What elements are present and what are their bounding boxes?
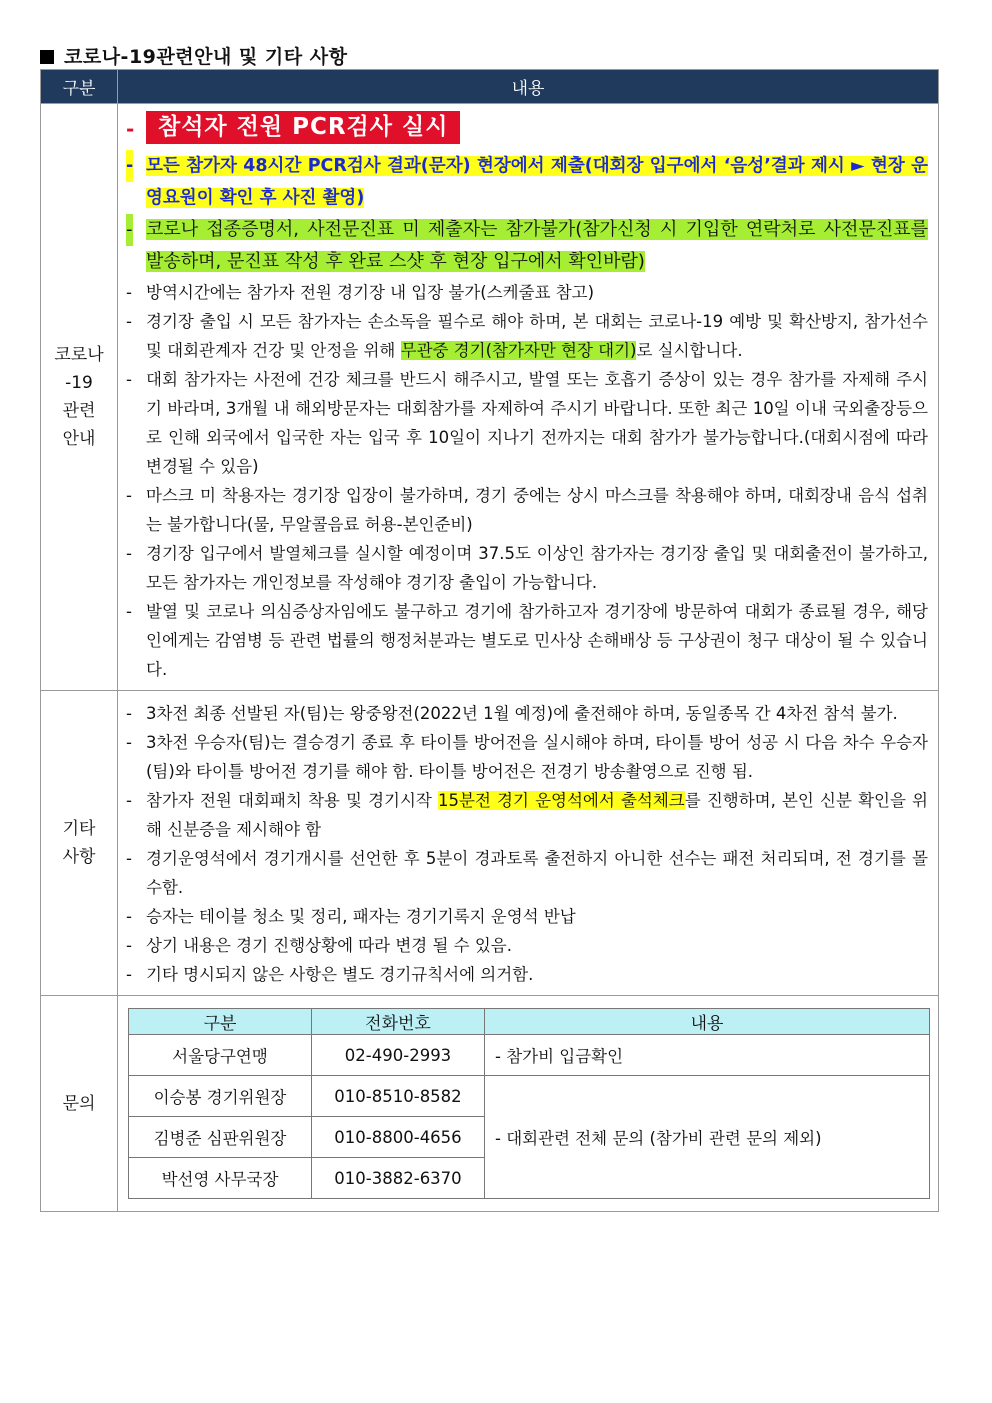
item-text: 마스크 미 착용자는 경기장 입장이 불가하며, 경기 중에는 상시 마스크를 착용해야 하며, 대회장내 음식 섭취는 불가합니다(물, 무알콜음료 허용-본인준비) — [146, 486, 928, 534]
pcr-headline: 참석자 전원 PCR검사 실시 — [146, 111, 460, 144]
contact-desc: - 참가비 입금확인 — [485, 1035, 930, 1076]
corona-item — [126, 597, 928, 684]
contact-header-cell: 내용 — [485, 1009, 930, 1035]
green-notice-text: 코로나 접종증명서, 사전문진표 미 제출자는 참가불가(참가신청 시 기입한 연락처로 사전문진표를 발송하며, 문진표 작성 후 완료 스샷 후 현장 입구에서 확인바람) — [146, 219, 928, 272]
item-text: 경기운영석에서 경기개시를 선언한 후 5분이 경과토록 출전하지 아니한 선수는 패전 처리되며, 전 경기를 몰수함. — [146, 849, 928, 897]
dash-marker: - — [126, 907, 132, 926]
etc-item — [126, 786, 928, 844]
etc-item — [126, 844, 928, 902]
dash-marker: - — [126, 733, 132, 752]
corona-category — [41, 104, 118, 691]
square-bullet-icon — [40, 50, 54, 64]
header-content: 내용 — [118, 70, 939, 104]
dash-marker: - — [126, 791, 132, 810]
contact-table — [128, 1008, 930, 1199]
item-highlight: 15분전 경기 운영석에서 출석체크 — [438, 791, 685, 810]
item-text: 경기장 출입 시 모든 참가자는 손소독을 필수로 해야 하며, 본 대회는 코로나-19 예방 및 확산방지, 참가선수 및 대회관계자 건강 및 안정을 위해 — [146, 312, 928, 360]
dash-marker: - — [126, 544, 132, 563]
contact-phone: 010-8510-8582 — [312, 1076, 485, 1117]
item-text: 발열 및 코로나 의심증상자임에도 불구하고 경기에 참가하고자 경기장에 방문하여 대회가 종료될 경우, 해당인에게는 감염병 등 관련 법률의 행정처분과는 별도로 민사상 손해배상 등 구상권이 청구 대상이 될 수 있습니다. — [146, 602, 928, 679]
etc-item — [126, 902, 928, 931]
etc-item — [126, 699, 928, 728]
contact-table-row — [129, 1076, 930, 1117]
contact-name: 이승봉 경기위원장 — [129, 1076, 312, 1117]
contact-header-cell: 구분 — [129, 1009, 312, 1035]
table-header-row — [41, 70, 939, 104]
dash-marker: - — [126, 150, 133, 182]
contact-desc: - 대회관련 전체 문의 (참가비 관련 문의 제외) — [485, 1076, 930, 1199]
section-heading — [40, 42, 347, 69]
contact-phone: 010-8800-4656 — [312, 1117, 485, 1158]
item-text: 상기 내용은 경기 진행상황에 따라 변경 될 수 있음. — [146, 936, 512, 955]
corona-row — [41, 104, 939, 691]
item-highlight: 무관중 경기(참가자만 현장 대기) — [400, 341, 637, 360]
item-text: 3차전 최종 선발된 자(팀)는 왕중왕전(2022년 1월 예정)에 출전해야 하며, 동일종목 간 4차전 참석 불가. — [146, 704, 898, 723]
dash-marker: - — [126, 214, 133, 246]
etc-content — [118, 691, 939, 996]
contact-phone: 02-490-2993 — [312, 1035, 485, 1076]
etc-item — [126, 960, 928, 989]
contact-header-row — [129, 1009, 930, 1035]
corona-item — [126, 539, 928, 597]
item-text: 방역시간에는 참가자 전원 경기장 내 입장 불가(스케줄표 참고) — [146, 283, 595, 302]
contact-name: 김병준 심판위원장 — [129, 1117, 312, 1158]
dash-marker: - — [126, 965, 132, 984]
green-notice — [126, 214, 928, 278]
dash-marker: - — [126, 704, 132, 723]
corona-item — [126, 278, 928, 307]
contact-phone: 010-3882-6370 — [312, 1158, 485, 1199]
etc-item — [126, 728, 928, 786]
corona-item — [126, 365, 928, 481]
etc-item — [126, 931, 928, 960]
category-line: 안내 — [62, 429, 96, 449]
corona-item — [126, 481, 928, 539]
corona-content — [118, 104, 939, 691]
category-line: 관련 — [62, 401, 96, 421]
dash-marker: - — [126, 849, 132, 868]
blue-notice-text: 모든 참가자 48시간 PCR검사 결과(문자) 현장에서 제출(대회장 입구에서 ‘음성’결과 제시 ► 현장 운영요원이 확인 후 사진 촬영) — [146, 156, 928, 208]
dash-marker: - — [126, 117, 135, 141]
corona-item — [126, 307, 928, 365]
contact-row — [41, 996, 939, 1212]
blue-notice — [126, 150, 928, 214]
item-text: 참가자 전원 대회패치 착용 및 경기시작 — [146, 791, 439, 810]
dash-marker: - — [126, 602, 132, 621]
info-table — [40, 69, 939, 1212]
category-line: 사항 — [62, 847, 96, 867]
header-category: 구분 — [41, 70, 118, 104]
dash-marker: - — [126, 370, 132, 389]
item-text: 기타 명시되지 않은 사항은 별도 경기규칙서에 의거함. — [146, 965, 534, 984]
contact-content — [118, 996, 939, 1212]
headline-line — [126, 110, 928, 148]
category-line: 코로나 — [54, 345, 104, 365]
dash-marker: - — [126, 312, 132, 331]
dash-marker: - — [126, 486, 132, 505]
item-text: 를 진행하며, 본인 신분 확인을 위해 신분증을 제시해야 함 — [146, 791, 928, 839]
etc-row — [41, 691, 939, 996]
contact-name: 서울당구연맹 — [129, 1035, 312, 1076]
contact-name: 박선영 사무국장 — [129, 1158, 312, 1199]
dash-marker: - — [126, 283, 132, 302]
item-text: 대회 참가자는 사전에 건강 체크를 반드시 해주시고, 발열 또는 호흡기 증상이 있는 경우 참가를 자제해 주시기 바라며, 3개월 내 해외방문자는 대회참가를 자제하여 주시기 바랍니다. 또한 최근 10일 이내 국외출장등으로 인해 외국에서 입국한 자는 입국 후 10일이 지나기 전까지는 대회 참가가 불가능합니다.(대회시점에 따라 변경될 수 있음) — [146, 370, 928, 476]
contact-header-cell: 전화번호 — [312, 1009, 485, 1035]
category-line: -19 — [65, 373, 93, 393]
item-text: 로 실시합니다. — [636, 341, 743, 360]
etc-category — [41, 691, 118, 996]
category-line: 기타 — [62, 819, 96, 839]
item-text: 경기장 입구에서 발열체크를 실시할 예정이며 37.5도 이상인 참가자는 경기장 출입 및 대회출전이 불가하고, 모든 참가자는 개인정보를 작성해야 경기장 출입이 가능합니다. — [146, 544, 929, 592]
section-title: 코로나-19관련안내 및 기타 사항 — [64, 46, 348, 68]
contact-table-row — [129, 1035, 930, 1076]
item-text: 3차전 우승자(팀)는 결승경기 종료 후 타이틀 방어전을 실시해야 하며, 타이틀 방어 성공 시 다음 차수 우승자(팀)와 타이틀 방어전 경기를 해야 함. 타이틀 방어전은 전경기 방송촬영으로 진행 됨. — [146, 733, 928, 781]
item-text: 승자는 테이블 청소 및 정리, 패자는 경기기록지 운영석 반납 — [146, 907, 576, 926]
dash-marker: - — [126, 936, 132, 955]
contact-category: 문의 — [41, 996, 118, 1212]
